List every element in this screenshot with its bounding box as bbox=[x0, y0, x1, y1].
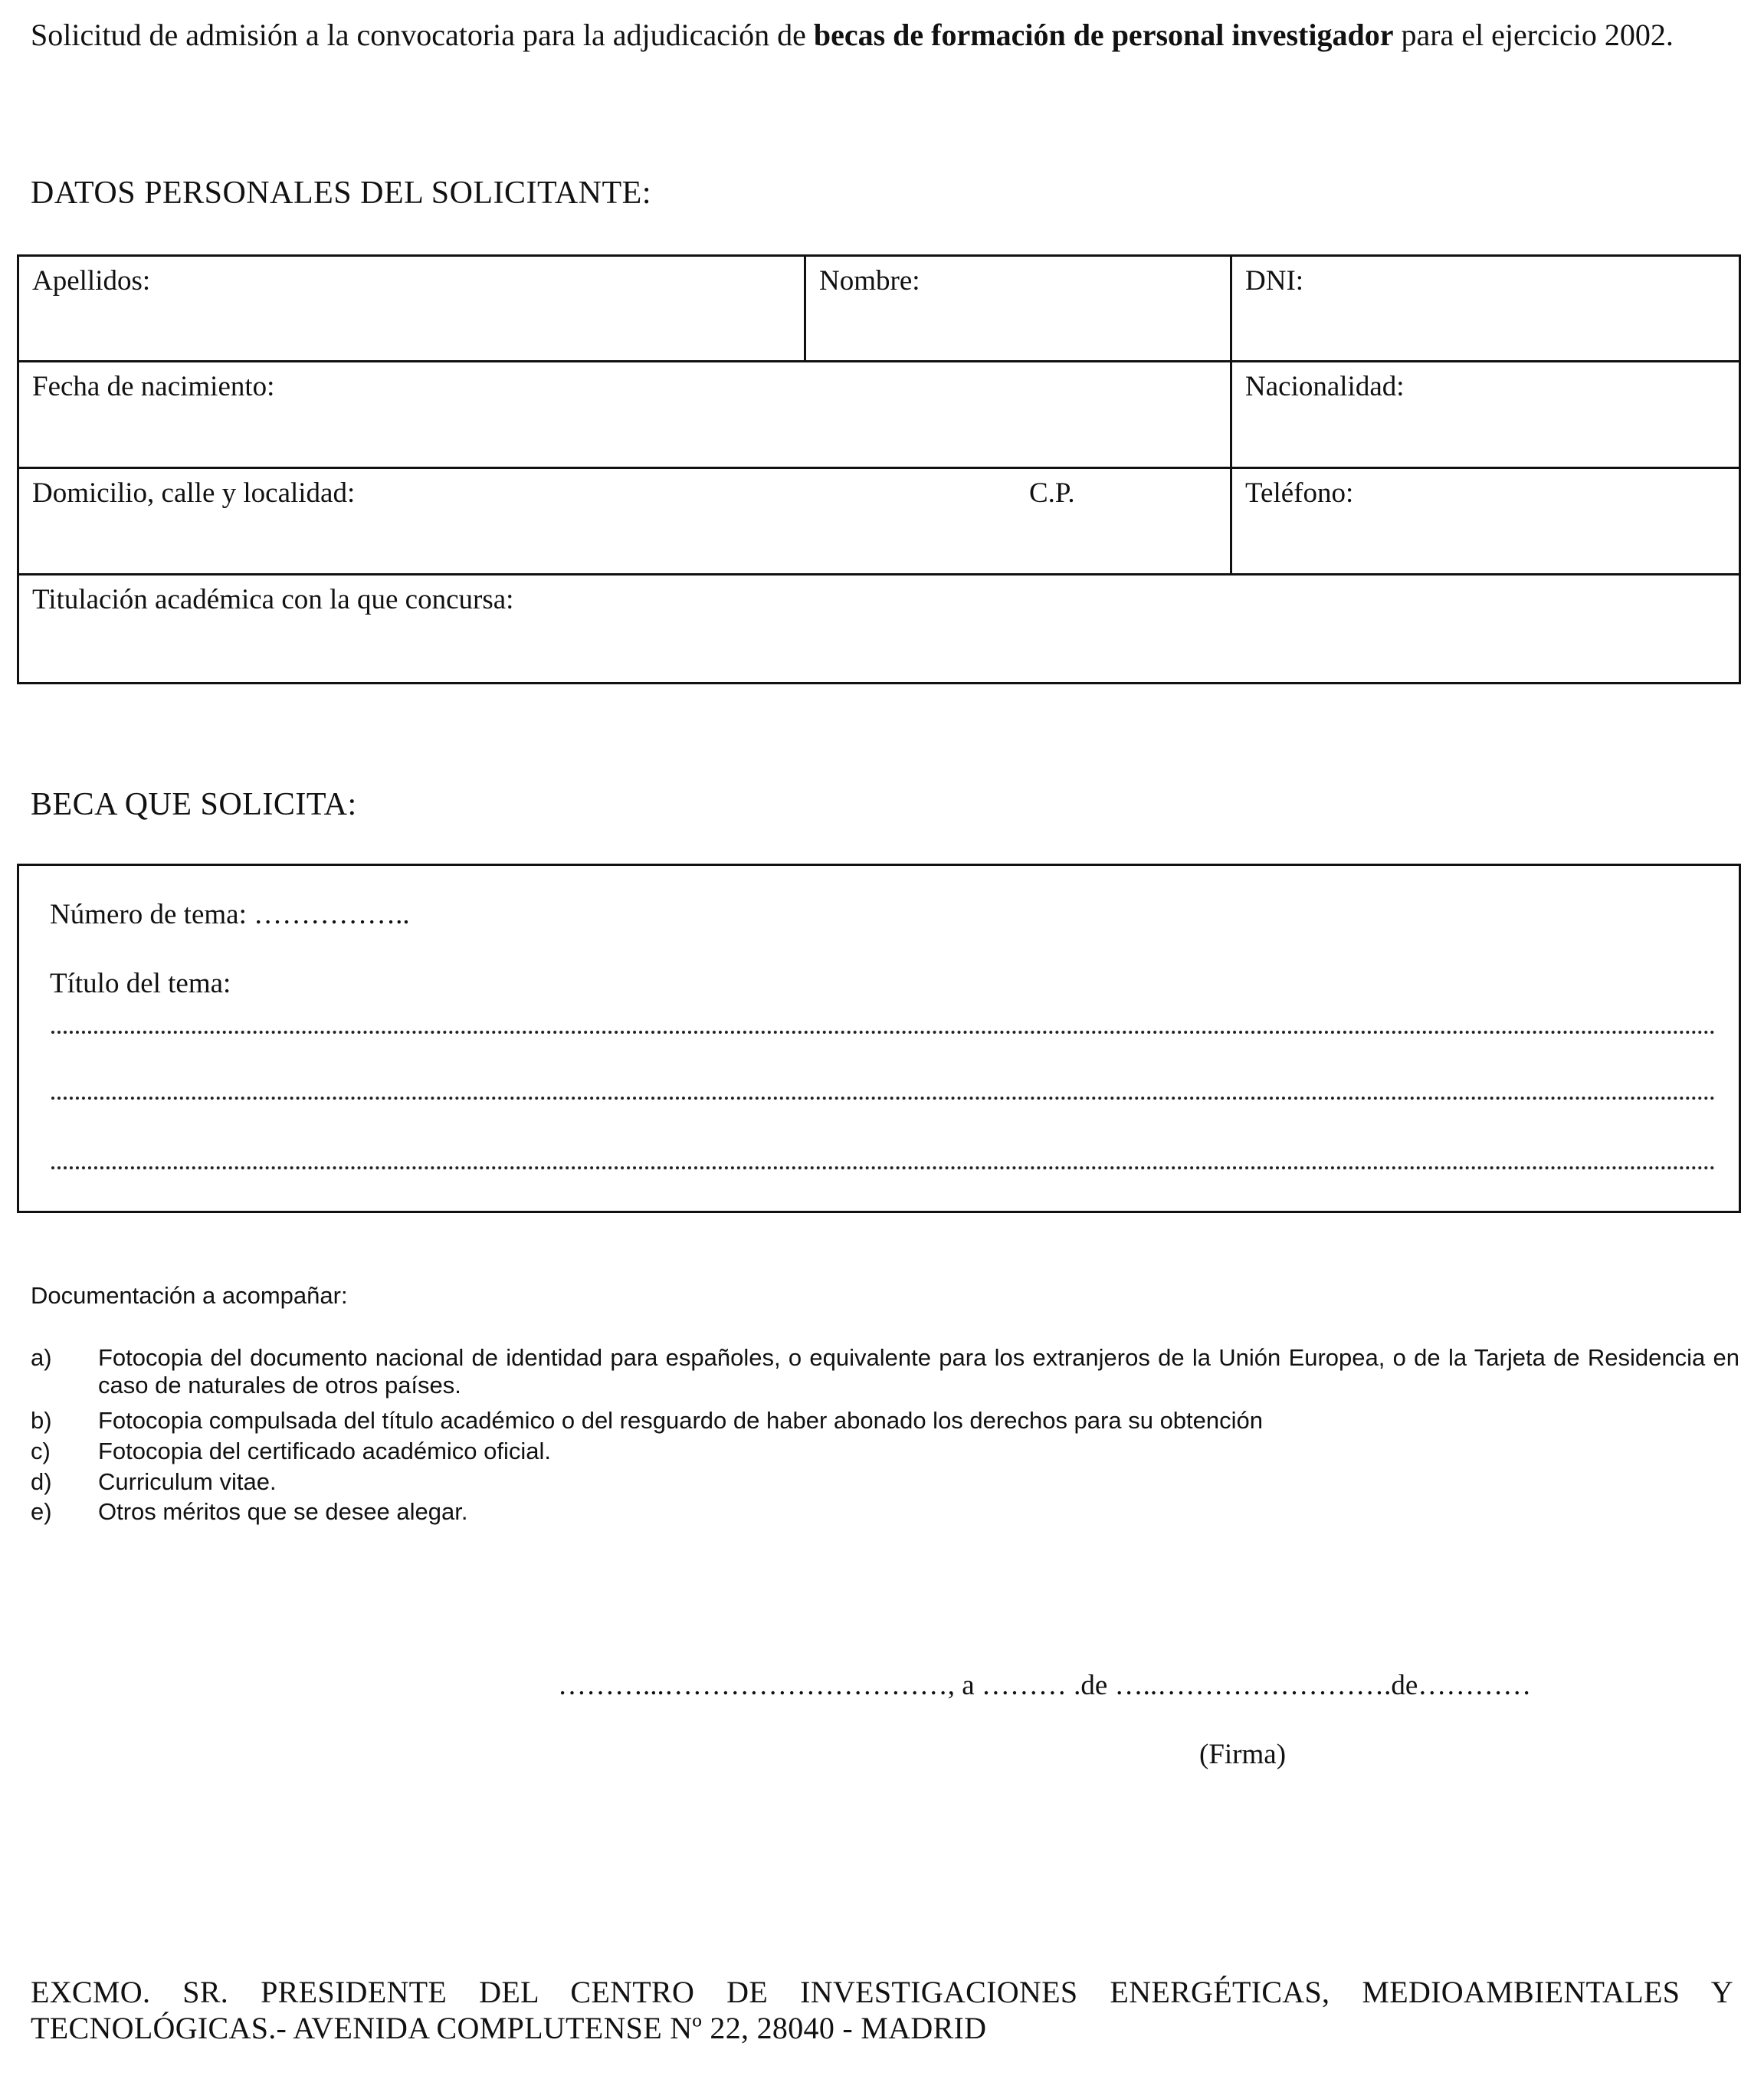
nacionalidad-field[interactable] bbox=[1232, 362, 1739, 469]
fecha-nacimiento-field[interactable] bbox=[19, 362, 1232, 469]
domicilio-label: Domicilio, calle y localidad: bbox=[32, 477, 356, 509]
cp-label: C.P. bbox=[1029, 477, 1075, 509]
dni-field[interactable] bbox=[1232, 257, 1739, 362]
documentacion-title: Documentación a acompañar: bbox=[31, 1282, 348, 1309]
numero-tema-label: Número de tema: …………….. bbox=[50, 899, 410, 930]
titulo-line-2[interactable] bbox=[51, 1097, 1716, 1100]
beca-box bbox=[17, 864, 1741, 1213]
list-item-text: Curriculum vitae. bbox=[98, 1468, 277, 1495]
titulo-tema-label: Título del tema: bbox=[50, 968, 231, 999]
apellidos-field[interactable] bbox=[19, 257, 806, 362]
list-item-letter: c) bbox=[31, 1438, 51, 1464]
personal-data-table bbox=[17, 254, 1741, 684]
list-item-text: Fotocopia del certificado académico oficial. bbox=[98, 1438, 552, 1464]
intro-text: Solicitud de admisión a la convocatoria para la adjudicación de bbox=[31, 18, 814, 52]
titulacion-label: Titulación académica con la que concursa: bbox=[32, 584, 514, 615]
apellidos-label: Apellidos: bbox=[32, 265, 151, 297]
footer-address: EXCMO. SR. PRESIDENTE DEL CENTRO DE INVESTIGACIONES ENERGÉTICAS, MEDIOAMBIENTALES Y TECNOLÓGICAS.- AVENIDA COMPLUTENSE Nº 22, 28040 - MADRID bbox=[31, 1975, 1733, 2045]
fecha-nacimiento-label: Fecha de nacimiento: bbox=[32, 371, 275, 402]
signature-date-line[interactable]: ………...…………………………, a ……… .de …..…………………….de………… bbox=[558, 1670, 1532, 1701]
personal-data-title: DATOS PERSONALES DEL SOLICITANTE: bbox=[31, 175, 651, 211]
telefono-label: Teléfono: bbox=[1245, 477, 1354, 509]
list-item-text: Fotocopia compulsada del título académico o del resguardo de haber abonado los derechos para su obtención bbox=[98, 1407, 1264, 1434]
list-item-letter: d) bbox=[31, 1468, 52, 1495]
intro-text-end: para el ejercicio 2002. bbox=[1393, 18, 1674, 52]
intro-bold-text: becas de formación de personal investigador bbox=[813, 18, 1394, 52]
intro-paragraph bbox=[31, 17, 1733, 54]
domicilio-field[interactable] bbox=[19, 469, 1232, 575]
list-item-letter: b) bbox=[31, 1407, 52, 1434]
telefono-field[interactable] bbox=[1232, 469, 1739, 575]
list-item-letter: e) bbox=[31, 1498, 52, 1525]
nombre-field[interactable] bbox=[806, 257, 1232, 362]
signature-label: (Firma) bbox=[1199, 1739, 1287, 1770]
nombre-label: Nombre: bbox=[819, 265, 920, 297]
list-item-letter: a) bbox=[31, 1344, 52, 1371]
list-item-text: Otros méritos que se desee alegar. bbox=[98, 1498, 468, 1525]
titulo-line-1[interactable] bbox=[51, 1031, 1716, 1034]
titulo-line-3[interactable] bbox=[51, 1166, 1716, 1169]
list-item-text: Fotocopia del documento nacional de identidad para españoles, o equivalente para los extranjeros de la Unión Europea, o de la Tarjeta de Residencia en caso de naturales de otros países. bbox=[98, 1344, 1739, 1399]
beca-title: BECA QUE SOLICITA: bbox=[31, 787, 357, 822]
list-item bbox=[31, 1344, 1739, 1405]
titulacion-field[interactable] bbox=[19, 575, 1739, 682]
dni-label: DNI: bbox=[1245, 265, 1304, 297]
nacionalidad-label: Nacionalidad: bbox=[1245, 371, 1405, 402]
